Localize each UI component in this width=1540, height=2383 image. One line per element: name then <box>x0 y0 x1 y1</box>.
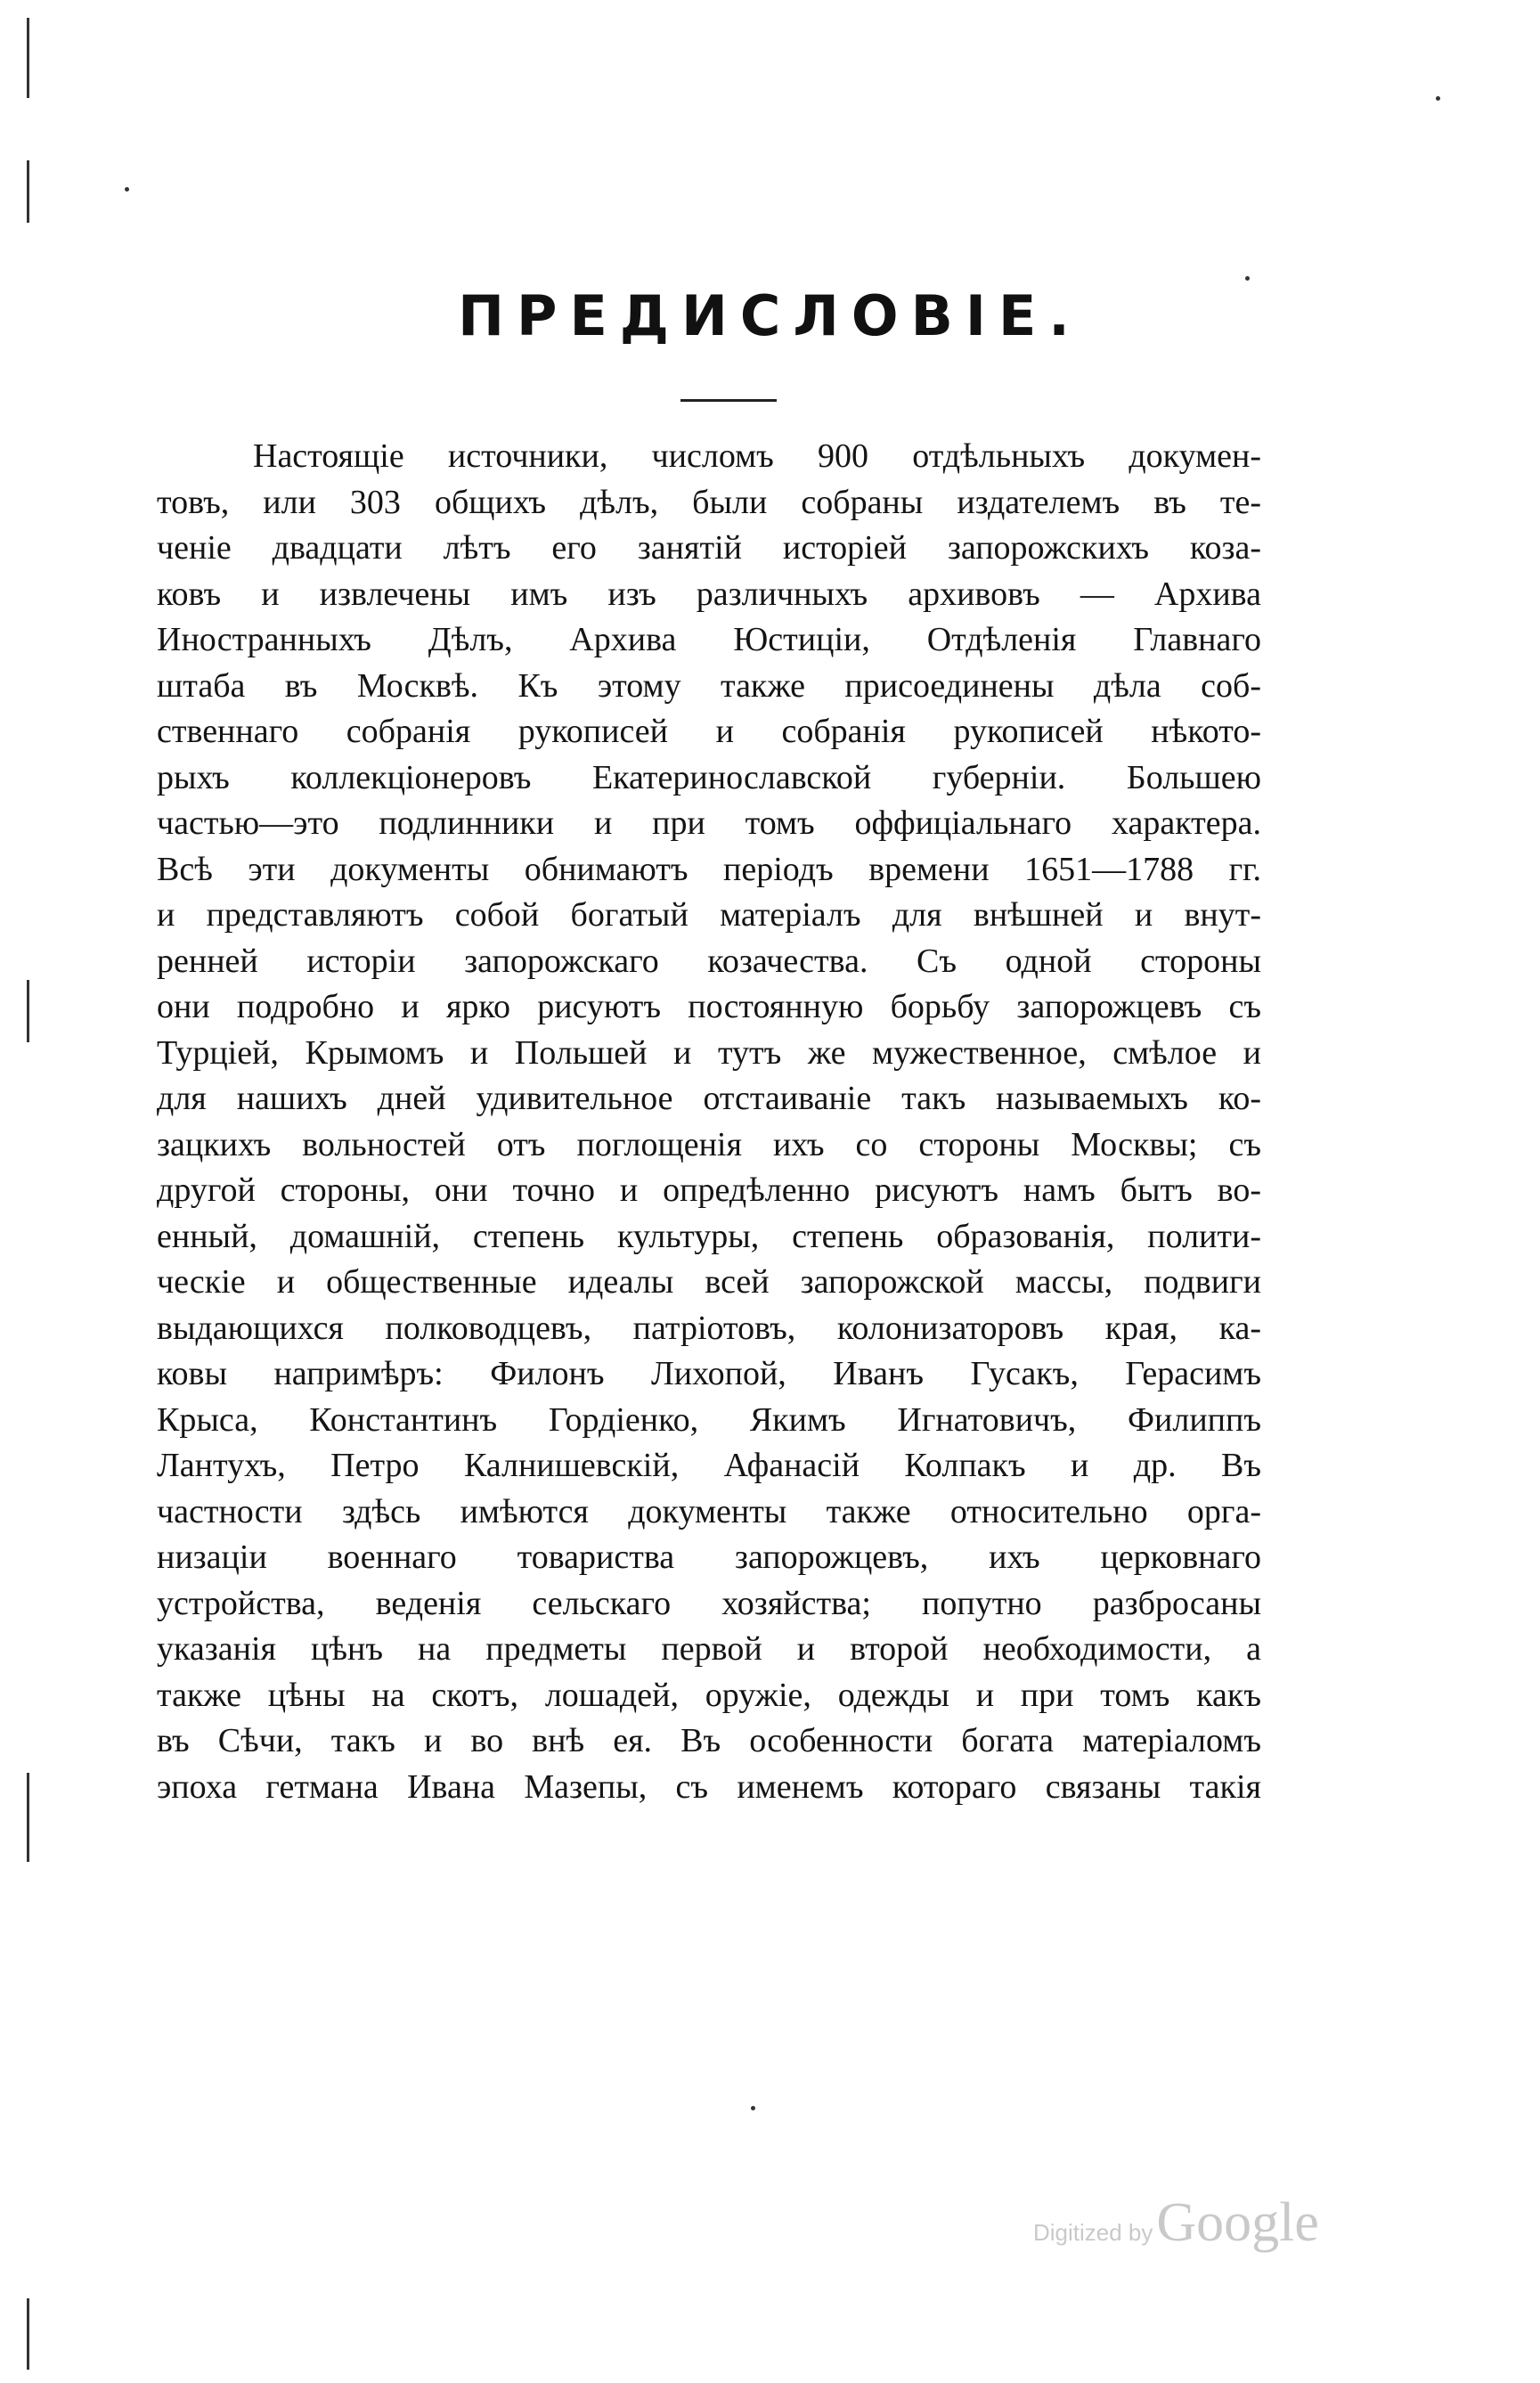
text-line: Иностранныхъ Дѣлъ, Архива Юстиціи, Отдѣленія Главнаго <box>157 621 1261 658</box>
google-logo: Google <box>1156 2192 1319 2253</box>
digitized-by-google-watermark <box>1033 2191 1319 2255</box>
text-line: ченіе двадцати лѣтъ его занятій исторіей запорожскихъ коза- <box>157 529 1261 567</box>
text-line: низаціи военнаго товариства запорожцевъ, ихъ церковнаго <box>157 1538 1261 1576</box>
text-line: выдающихся полководцевъ, патріотовъ, колонизаторовъ края, ка- <box>157 1309 1261 1347</box>
scan-edge-mark <box>27 1773 29 1862</box>
scan-speck <box>125 187 129 192</box>
text-line: и представляютъ собой богатый матеріалъ для внѣшней и внут- <box>157 896 1261 934</box>
scan-edge-mark <box>27 980 29 1042</box>
text-line: Настоящіе источники, числомъ 900 отдѣльныхъ докумен- <box>253 437 1261 475</box>
scan-edge-mark <box>27 160 29 223</box>
text-line: рыхъ коллекціонеровъ Екатеринославской губерніи. Большею <box>157 758 1261 796</box>
text-line: для нашихъ дней удивительное отстаиваніе такъ называемыхъ ко- <box>157 1080 1261 1117</box>
title-divider <box>680 399 777 402</box>
page-title: ПРЕДИСЛОВІЕ. <box>458 283 1082 348</box>
text-line: Лантухъ, Петро Калнишевскій, Афанасій Колпакъ и др. Въ <box>157 1447 1261 1484</box>
text-line: ственнаго собранія рукописей и собранія рукописей нѣкото- <box>157 713 1261 750</box>
text-line: штаба въ Москвѣ. Къ этому также присоединены дѣла соб- <box>157 666 1261 705</box>
text-line: они подробно и ярко рисуютъ постоянную борьбу запорожцевъ съ <box>157 988 1261 1025</box>
text-line: ковъ и извлечены имъ изъ различныхъ архивовъ — Архива <box>157 575 1261 613</box>
text-line: Турціей, Крымомъ и Польшей и тутъ же мужественное, смѣлое и <box>157 1033 1261 1072</box>
text-line: другой стороны, они точно и опредѣленно рисуютъ намъ бытъ во- <box>157 1171 1261 1209</box>
text-line: частности здѣсь имѣются документы также относительно орга- <box>157 1492 1261 1530</box>
watermark-prefix: Digitized by <box>1033 2219 1153 2246</box>
text-line: енный, домашній, степень культуры, степень образованія, полити- <box>157 1217 1261 1255</box>
text-line: эпоха гетмана Ивана Мазепы, съ именемъ котораго связаны такія <box>157 1767 1261 1806</box>
text-line: частью—это подлинники и при томъ оффиціальнаго характера. <box>157 804 1261 842</box>
text-line: товъ, или 303 общихъ дѣлъ, были собраны издателемъ въ те- <box>157 483 1261 521</box>
text-line: ренней исторіи запорожскаго козачества. Съ одной стороны <box>157 942 1261 980</box>
text-line: Всѣ эти документы обнимаютъ періодъ времени 1651—1788 гг. <box>157 850 1261 888</box>
text-line: зацкихъ вольностей отъ поглощенія ихъ со стороны Москвы; съ <box>157 1125 1261 1163</box>
scan-edge-mark <box>27 2298 29 2370</box>
scan-edge-mark <box>27 18 29 98</box>
text-line: ческіе и общественные идеалы всей запорожской массы, подвиги <box>157 1263 1261 1301</box>
text-line: ковы напримѣръ: Филонъ Лихопой, Иванъ Гусакъ, Герасимъ <box>157 1355 1261 1392</box>
scan-speck <box>751 2106 755 2110</box>
scan-speck <box>1436 96 1440 101</box>
scan-speck <box>1245 276 1250 281</box>
text-line: устройства, веденія сельскаго хозяйства; попутно разбросаны <box>157 1584 1261 1622</box>
text-line: указанія цѣнъ на предметы первой и второй необходимости, а <box>157 1630 1261 1668</box>
text-line: въ Сѣчи, такъ и во внѣ ея. Въ особенности богата матеріаломъ <box>157 1722 1261 1759</box>
preface-paragraph <box>157 434 1261 1810</box>
text-line: также цѣны на скотъ, лошадей, оружіе, одежды и при томъ какъ <box>157 1676 1261 1714</box>
text-line: Крыса, Константинъ Гордіенко, Якимъ Игнатовичъ, Филиппъ <box>157 1400 1261 1439</box>
